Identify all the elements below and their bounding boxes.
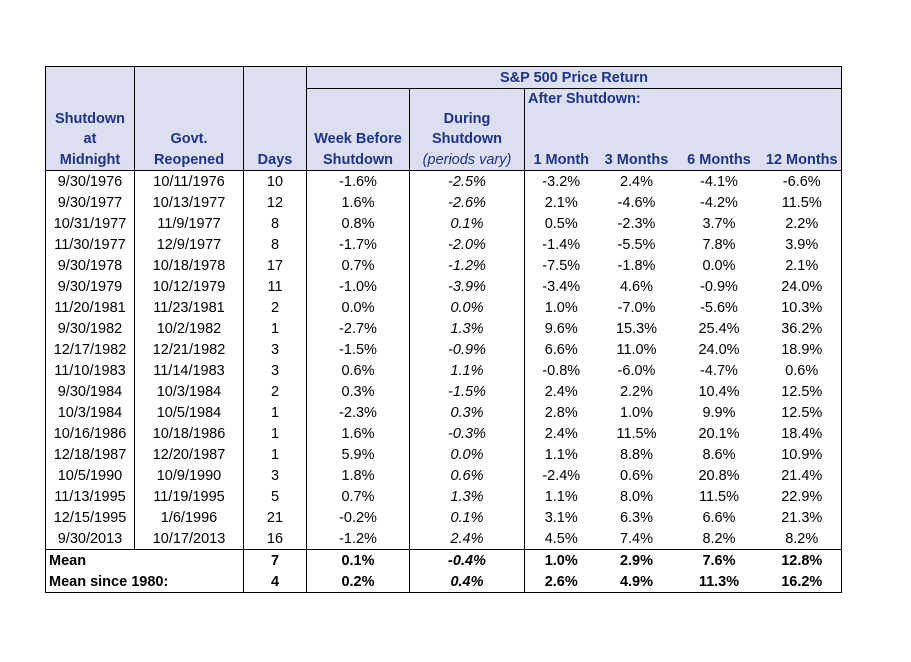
table-row <box>46 402 842 423</box>
during-header-line3: (periods vary) <box>410 149 525 171</box>
header-row-1 <box>46 67 842 89</box>
days-cell: 12 <box>244 192 307 213</box>
after-1-month-cell: 1.0% <box>525 297 598 318</box>
after-6-months-cell: -0.9% <box>700 278 738 295</box>
days-cell: 1 <box>244 423 307 444</box>
during-shutdown-cell: -2.0% <box>410 234 525 255</box>
during-shutdown-cell: -1.2% <box>410 255 525 276</box>
after-1-month-cell: -2.4% <box>525 465 598 486</box>
week-header-line1: Week Before <box>307 129 410 149</box>
reopened-date-cell: 10/3/1984 <box>135 381 244 402</box>
shutdown-date-cell: 9/30/1984 <box>46 381 135 402</box>
reopened-date-cell: 10/12/1979 <box>135 276 244 297</box>
reopened-date-cell: 10/11/1976 <box>135 171 244 193</box>
during-shutdown-cell: -0.9% <box>410 339 525 360</box>
shutdown-date-cell: 11/20/1981 <box>46 297 135 318</box>
mean-since-1980-row <box>46 571 842 593</box>
after-3-months-cell: 8.0% <box>619 488 654 505</box>
one-month-header: 1 Month <box>525 149 598 171</box>
after-3-months-cell: 2.2% <box>619 383 654 400</box>
days-cell: 1 <box>244 318 307 339</box>
reopened-date-cell: 10/18/1986 <box>135 423 244 444</box>
shutdown-header-line1: Shutdown <box>46 109 135 129</box>
during-header-line1: During <box>410 109 525 129</box>
mean-during: -0.4% <box>410 550 525 572</box>
mean-1980-1m: 2.6% <box>525 571 598 593</box>
after-1-month-cell: 3.1% <box>525 507 598 528</box>
reopened-date-cell: 12/21/1982 <box>135 339 244 360</box>
after-1-month-cell: 2.1% <box>525 192 598 213</box>
after-6-months-cell: -5.6% <box>700 299 738 316</box>
after-6-months-cell: 11.5% <box>698 488 740 505</box>
after-12-months-cell: 12.5% <box>763 381 842 402</box>
after-12-months-cell: 3.9% <box>763 234 842 255</box>
week-before-cell: -1.0% <box>307 276 410 297</box>
after-3-months-cell: -2.3% <box>617 215 656 232</box>
shutdown-date-cell: 12/18/1987 <box>46 444 135 465</box>
govt-header-line2: Reopened <box>135 149 244 171</box>
table-row <box>46 276 842 297</box>
after-1-month-cell: 1.1% <box>525 486 598 507</box>
reopened-date-cell: 11/19/1995 <box>135 486 244 507</box>
after-1-month-cell: -3.2% <box>525 171 598 193</box>
after-6-months-cell: 24.0% <box>698 341 740 358</box>
table-row <box>46 465 842 486</box>
mean-1980-label: Mean since 1980: <box>46 571 244 593</box>
during-shutdown-cell: 0.0% <box>410 444 525 465</box>
after-6-months-cell: 8.2% <box>702 530 736 547</box>
after-3-months-cell: 11.0% <box>616 341 657 358</box>
shutdown-date-cell: 11/10/1983 <box>46 360 135 381</box>
during-shutdown-cell: 0.6% <box>410 465 525 486</box>
shutdown-date-cell: 11/13/1995 <box>46 486 135 507</box>
during-shutdown-cell: 0.0% <box>410 297 525 318</box>
shutdown-returns-table <box>45 66 842 593</box>
during-shutdown-cell: 1.3% <box>410 318 525 339</box>
week-before-cell: 0.7% <box>307 486 410 507</box>
days-cell: 16 <box>244 528 307 550</box>
after-3-months-cell: 0.6% <box>619 467 654 484</box>
shutdown-date-cell: 9/30/1977 <box>46 192 135 213</box>
days-cell: 5 <box>244 486 307 507</box>
week-before-cell: 0.0% <box>307 297 410 318</box>
shutdown-date-cell: 9/30/2013 <box>46 528 135 550</box>
mean-6m: 7.6% <box>676 550 763 572</box>
after-12-months-cell: 21.3% <box>763 507 842 528</box>
shutdown-date-cell: 12/17/1982 <box>46 339 135 360</box>
mean-1980-12m: 16.2% <box>763 571 842 593</box>
days-cell: 8 <box>244 234 307 255</box>
table-row <box>46 255 842 276</box>
after-12-months-cell: 10.3% <box>763 297 842 318</box>
after-1-month-cell: 1.1% <box>525 444 598 465</box>
after-12-months-cell: 36.2% <box>763 318 842 339</box>
table-row <box>46 213 842 234</box>
twelve-months-header: 12 Months <box>763 149 842 171</box>
after-1-month-cell: 2.4% <box>525 381 598 402</box>
table-row <box>46 171 842 193</box>
during-shutdown-cell: 1.3% <box>410 486 525 507</box>
after-3-months-cell: 4.6% <box>619 278 654 295</box>
week-before-cell: 5.9% <box>307 444 410 465</box>
table-row <box>46 528 842 550</box>
during-shutdown-cell: 2.4% <box>410 528 525 550</box>
after-6-months-cell: 25.4% <box>698 320 740 337</box>
after-6-months-cell: -4.7% <box>700 362 738 379</box>
days-cell: 2 <box>244 381 307 402</box>
during-shutdown-cell: 0.1% <box>410 507 525 528</box>
reopened-date-cell: 1/6/1996 <box>135 507 244 528</box>
week-before-cell: 0.3% <box>307 381 410 402</box>
during-shutdown-cell: -3.9% <box>410 276 525 297</box>
shutdown-date-cell: 9/30/1978 <box>46 255 135 276</box>
after-3-months-cell: 6.3% <box>619 509 654 526</box>
mean-3m: 2.9% <box>598 550 676 572</box>
days-cell: 8 <box>244 213 307 234</box>
after-12-months-cell: 18.9% <box>763 339 842 360</box>
shutdown-header-line3: Midnight <box>46 149 135 171</box>
days-cell: 3 <box>244 339 307 360</box>
after-1-month-cell: -7.5% <box>525 255 598 276</box>
days-cell: 1 <box>244 444 307 465</box>
during-shutdown-cell: -2.5% <box>410 171 525 193</box>
after-12-months-cell: 0.6% <box>763 360 842 381</box>
week-before-cell: -2.3% <box>307 402 410 423</box>
after-1-month-cell: -1.4% <box>525 234 598 255</box>
shutdown-date-cell: 10/5/1990 <box>46 465 135 486</box>
price-return-header: S&P 500 Price Return <box>307 67 842 89</box>
shutdown-date-cell: 10/31/1977 <box>46 213 135 234</box>
during-shutdown-cell: 0.3% <box>410 402 525 423</box>
table-row <box>46 360 842 381</box>
mean-1980-3m: 4.9% <box>598 571 676 593</box>
after-3-months-cell: 7.4% <box>619 530 654 547</box>
during-shutdown-cell: -2.6% <box>410 192 525 213</box>
after-12-months-cell: 18.4% <box>763 423 842 444</box>
table-row <box>46 486 842 507</box>
days-cell: 10 <box>244 171 307 193</box>
mean-1980-days: 4 <box>244 571 307 593</box>
reopened-date-cell: 12/9/1977 <box>135 234 244 255</box>
after-6-months-cell: -4.2% <box>700 194 738 211</box>
after-shutdown-label: After Shutdown: <box>525 89 842 110</box>
shutdown-date-cell: 9/30/1976 <box>46 171 135 193</box>
week-before-cell: -1.2% <box>307 528 410 550</box>
after-1-month-cell: 0.5% <box>525 213 598 234</box>
after-3-months-cell: -1.8% <box>617 257 656 274</box>
after-1-month-cell: -0.8% <box>525 360 598 381</box>
week-before-cell: -1.6% <box>307 171 410 193</box>
after-1-month-cell: 6.6% <box>525 339 598 360</box>
days-cell: 21 <box>244 507 307 528</box>
mean-days: 7 <box>244 550 307 572</box>
reopened-date-cell: 11/23/1981 <box>135 297 244 318</box>
after-12-months-cell: -6.6% <box>763 171 842 193</box>
reopened-date-cell: 10/9/1990 <box>135 465 244 486</box>
table-row <box>46 318 842 339</box>
week-before-cell: -1.7% <box>307 234 410 255</box>
after-12-months-cell: 2.1% <box>763 255 842 276</box>
during-shutdown-cell: 1.1% <box>410 360 525 381</box>
during-shutdown-cell: -0.3% <box>410 423 525 444</box>
three-months-header: 3 Months <box>598 149 676 171</box>
after-3-months-cell: 1.0% <box>619 404 654 421</box>
reopened-date-cell: 10/5/1984 <box>135 402 244 423</box>
days-cell: 2 <box>244 297 307 318</box>
week-header-line2: Shutdown <box>307 149 410 171</box>
mean-1980-week: 0.2% <box>307 571 410 593</box>
after-6-months-cell: 9.9% <box>702 404 736 421</box>
table-row <box>46 507 842 528</box>
after-12-months-cell: 21.4% <box>763 465 842 486</box>
days-header: Days <box>244 149 307 171</box>
after-3-months-cell: 11.5% <box>616 425 657 442</box>
shutdown-date-cell: 9/30/1982 <box>46 318 135 339</box>
week-before-cell: 0.7% <box>307 255 410 276</box>
mean-1980-6m: 11.3% <box>676 571 763 593</box>
days-cell: 3 <box>244 465 307 486</box>
after-3-months-cell: 15.3% <box>615 320 658 337</box>
after-1-month-cell: 2.8% <box>525 402 598 423</box>
table-row <box>46 381 842 402</box>
week-before-cell: -1.5% <box>307 339 410 360</box>
week-before-cell: -2.7% <box>307 318 410 339</box>
govt-header-line1: Govt. <box>135 129 244 149</box>
table-row <box>46 234 842 255</box>
mean-1m: 1.0% <box>525 550 598 572</box>
mean-row <box>46 550 842 572</box>
reopened-date-cell: 11/14/1983 <box>135 360 244 381</box>
during-header-line2: Shutdown <box>410 129 525 149</box>
after-12-months-cell: 10.9% <box>763 444 842 465</box>
shutdown-date-cell: 12/15/1995 <box>46 507 135 528</box>
reopened-date-cell: 12/20/1987 <box>135 444 244 465</box>
shutdown-date-cell: 10/3/1984 <box>46 402 135 423</box>
reopened-date-cell: 10/17/2013 <box>135 528 244 550</box>
days-cell: 17 <box>244 255 307 276</box>
mean-1980-during: 0.4% <box>410 571 525 593</box>
shutdown-date-cell: 11/30/1977 <box>46 234 135 255</box>
shutdown-date-cell: 9/30/1979 <box>46 276 135 297</box>
after-6-months-cell: 8.6% <box>702 446 736 463</box>
week-before-cell: 0.8% <box>307 213 410 234</box>
days-cell: 1 <box>244 402 307 423</box>
week-before-cell: 1.6% <box>307 423 410 444</box>
after-6-months-cell: -4.1% <box>700 173 738 190</box>
after-1-month-cell: 9.6% <box>525 318 598 339</box>
after-6-months-cell: 20.8% <box>698 467 740 484</box>
mean-week: 0.1% <box>307 550 410 572</box>
after-3-months-cell: 8.8% <box>619 446 654 463</box>
during-shutdown-cell: -1.5% <box>410 381 525 402</box>
header-row-5 <box>46 149 842 171</box>
table-body <box>46 171 842 550</box>
after-3-months-cell: -4.6% <box>617 194 656 211</box>
header-row-3 <box>46 109 842 129</box>
week-before-cell: 1.6% <box>307 192 410 213</box>
after-12-months-cell: 8.2% <box>763 528 842 550</box>
days-cell: 11 <box>244 276 307 297</box>
table-row <box>46 192 842 213</box>
header-row-4 <box>46 129 842 149</box>
after-12-months-cell: 2.2% <box>763 213 842 234</box>
after-6-months-cell: 7.8% <box>702 236 736 253</box>
reopened-date-cell: 10/2/1982 <box>135 318 244 339</box>
week-before-cell: -0.2% <box>307 507 410 528</box>
during-shutdown-cell: 0.1% <box>410 213 525 234</box>
table-row <box>46 423 842 444</box>
table-row <box>46 444 842 465</box>
after-6-months-cell: 10.4% <box>698 383 740 400</box>
six-months-header: 6 Months <box>676 149 763 171</box>
after-3-months-cell: -7.0% <box>617 299 656 316</box>
table-row <box>46 339 842 360</box>
reopened-date-cell: 11/9/1977 <box>135 213 244 234</box>
mean-12m: 12.8% <box>763 550 842 572</box>
after-1-month-cell: -3.4% <box>525 276 598 297</box>
table-row <box>46 297 842 318</box>
after-3-months-cell: 2.4% <box>619 173 654 190</box>
after-6-months-cell: 0.0% <box>702 257 736 274</box>
shutdown-header-line2: at <box>46 129 135 149</box>
after-12-months-cell: 22.9% <box>763 486 842 507</box>
after-12-months-cell: 12.5% <box>763 402 842 423</box>
after-6-months-cell: 20.1% <box>698 425 740 442</box>
week-before-cell: 0.6% <box>307 360 410 381</box>
after-6-months-cell: 6.6% <box>702 509 736 526</box>
after-3-months-cell: -6.0% <box>617 362 656 379</box>
reopened-date-cell: 10/13/1977 <box>135 192 244 213</box>
after-3-months-cell: -5.5% <box>617 236 656 253</box>
days-cell: 3 <box>244 360 307 381</box>
header-row-2 <box>46 89 842 110</box>
week-before-cell: 1.8% <box>307 465 410 486</box>
after-12-months-cell: 11.5% <box>763 192 842 213</box>
mean-label: Mean <box>46 550 244 572</box>
reopened-date-cell: 10/18/1978 <box>135 255 244 276</box>
after-1-month-cell: 4.5% <box>525 528 598 550</box>
shutdown-date-cell: 10/16/1986 <box>46 423 135 444</box>
after-12-months-cell: 24.0% <box>763 276 842 297</box>
after-6-months-cell: 3.7% <box>702 215 736 232</box>
after-1-month-cell: 2.4% <box>525 423 598 444</box>
